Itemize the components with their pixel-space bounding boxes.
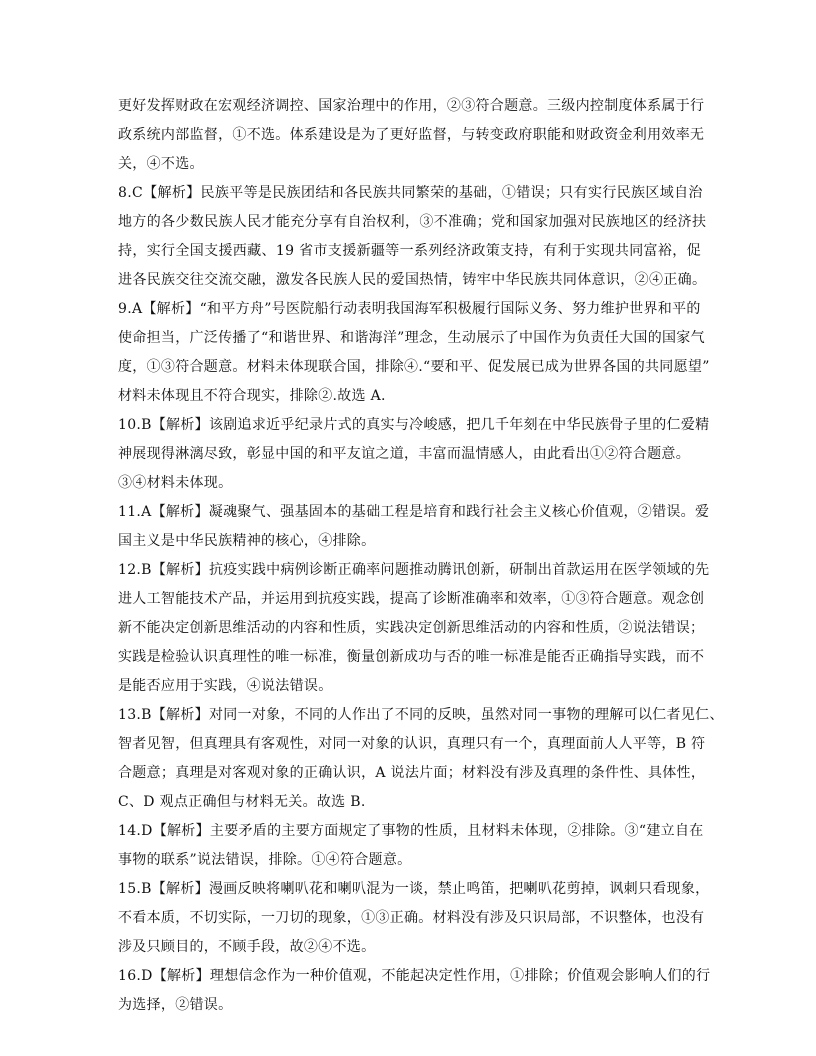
text-line: 持，实行全国支援西藏、19 省市支援新疆等一系列经济政策支持，有利于实现共同富裕，促 [118,243,701,259]
paragraph-q15 [118,875,718,962]
text-line: 更好发挥财政在宏观经济调控、国家治理中的作用，②③符合题意。三级内控制度体系属于行 [118,98,705,114]
paragraph-q11 [118,498,718,556]
text-line: 关，④不选。 [118,156,204,172]
paragraph-q14 [118,817,718,875]
text-line: 是能否应用于实践，④说法错误。 [118,678,333,694]
text-line: 11.A【解析】凝魂聚气、强基固本的基础工程是培育和践行社会主义核心价值观，②错误。爱 [118,504,710,520]
text-line: C、D 观点正确但与材料无关。故选 B. [118,794,366,810]
text-line: 实践是检验认识真理性的唯一标准，衡量创新成功与否的唯一标准是能否正确指导实践，而不 [118,649,705,665]
text-line: 地方的各少数民族人民才能充分享有自治权利，③不准确；党和国家加强对民族地区的经济扶 [118,214,707,230]
text-line: 智者见智，但真理具有客观性，对同一对象的认识，真理只有一个，真理面前人人平等，B 符 [118,736,706,752]
text-line: 神展现得淋漓尽致，彰显中国的和平友谊之道，丰富而温情感人，由此看出①②符合题意。 [118,446,690,462]
text-line: 事物的联系”说法错误，排除。①④符合题意。 [118,852,412,868]
text-line: 材料未体现且不符合现实，排除②.故选 A. [118,388,386,404]
text-line: 12.B【解析】抗疫实践中病例诊断正确率问题推动腾讯创新，研制出首款运用在医学领域的先 [118,562,710,578]
paragraph-q10 [118,411,718,498]
text-line: 16.D【解析】理想信念作为一种价值观，不能起决定性作用，①排除；价值观会影响人们的行 [118,968,711,984]
paragraph-q8 [118,179,718,295]
paragraph-q7-continued [118,92,718,179]
text-line: 8.C【解析】民族平等是民族团结和各民族共同繁荣的基础，①错误；只有实行民族区域自治 [118,185,703,201]
text-line: 13.B【解析】对同一对象，不同的人作出了不同的反映，虽然对同一事物的理解可以仁者见仁、 [118,707,724,723]
text-line: 涉及只顾目的，不顾手段，故②④不选。 [118,939,376,955]
text-line: 为选择，②错误。 [118,997,233,1013]
text-line: 进各民族交往交流交融，激发各民族人民的爱国热情，铸牢中华民族共同体意识，②④正确。 [118,272,707,288]
paragraph-q16 [118,962,718,1020]
text-line: 合题意；真理是对客观对象的正确认识，A 说法片面；材料没有涉及真理的条件性、具体性， [118,765,706,781]
text-line: 度，①③符合题意。材料未体现联合国，排除④.“要和平、促发展已成为世界各国的共同愿望” [118,359,710,375]
text-line: 使命担当，广泛传播了“和谐世界、和谐海洋”理念，生动展示了中国作为负责任大国的国家气 [118,330,705,346]
text-line: 新不能决定创新思维活动的内容和性质，实践决定创新思维活动的内容和性质，②说法错误； [118,620,705,636]
text-line: 9.A【解析】“和平方舟”号医院船行动表明我国海军积极履行国际义务、努力维护世界和平的 [118,301,701,317]
paragraph-q13 [118,701,724,817]
paragraph-q9 [118,295,718,411]
text-line: 不看本质，不切实际，一刀切的现象，①③正确。材料没有涉及只识局部，不识整体，也没有 [118,910,705,926]
text-line: 10.B【解析】该剧追求近乎纪录片式的真实与冷峻感，把几千年刻在中华民族骨子里的仁爱精 [118,417,710,433]
text-line: 进人工智能技术产品，并运用到抗疫实践，提高了诊断准确率和效率，①③符合题意。观念创 [118,591,705,607]
text-line: ③④材料未体现。 [118,475,233,491]
text-line: 14.D【解析】主要矛盾的主要方面规定了事物的性质，且材料未体现，②排除。③“建立自在 [118,823,704,839]
answer-explanations [118,92,724,1020]
text-line: 政系统内部监督，①不选。体系建设是为了更好监督，与转变政府职能和财政资金利用效率无 [118,127,705,143]
text-line: 国主义是中华民族精神的核心，④排除。 [118,533,376,549]
text-line: 15.B【解析】漫画反映将喇叭花和喇叭混为一谈，禁止鸣笛，把喇叭花剪掉，讽刺只看现象， [118,881,710,897]
paragraph-q12 [118,556,718,701]
